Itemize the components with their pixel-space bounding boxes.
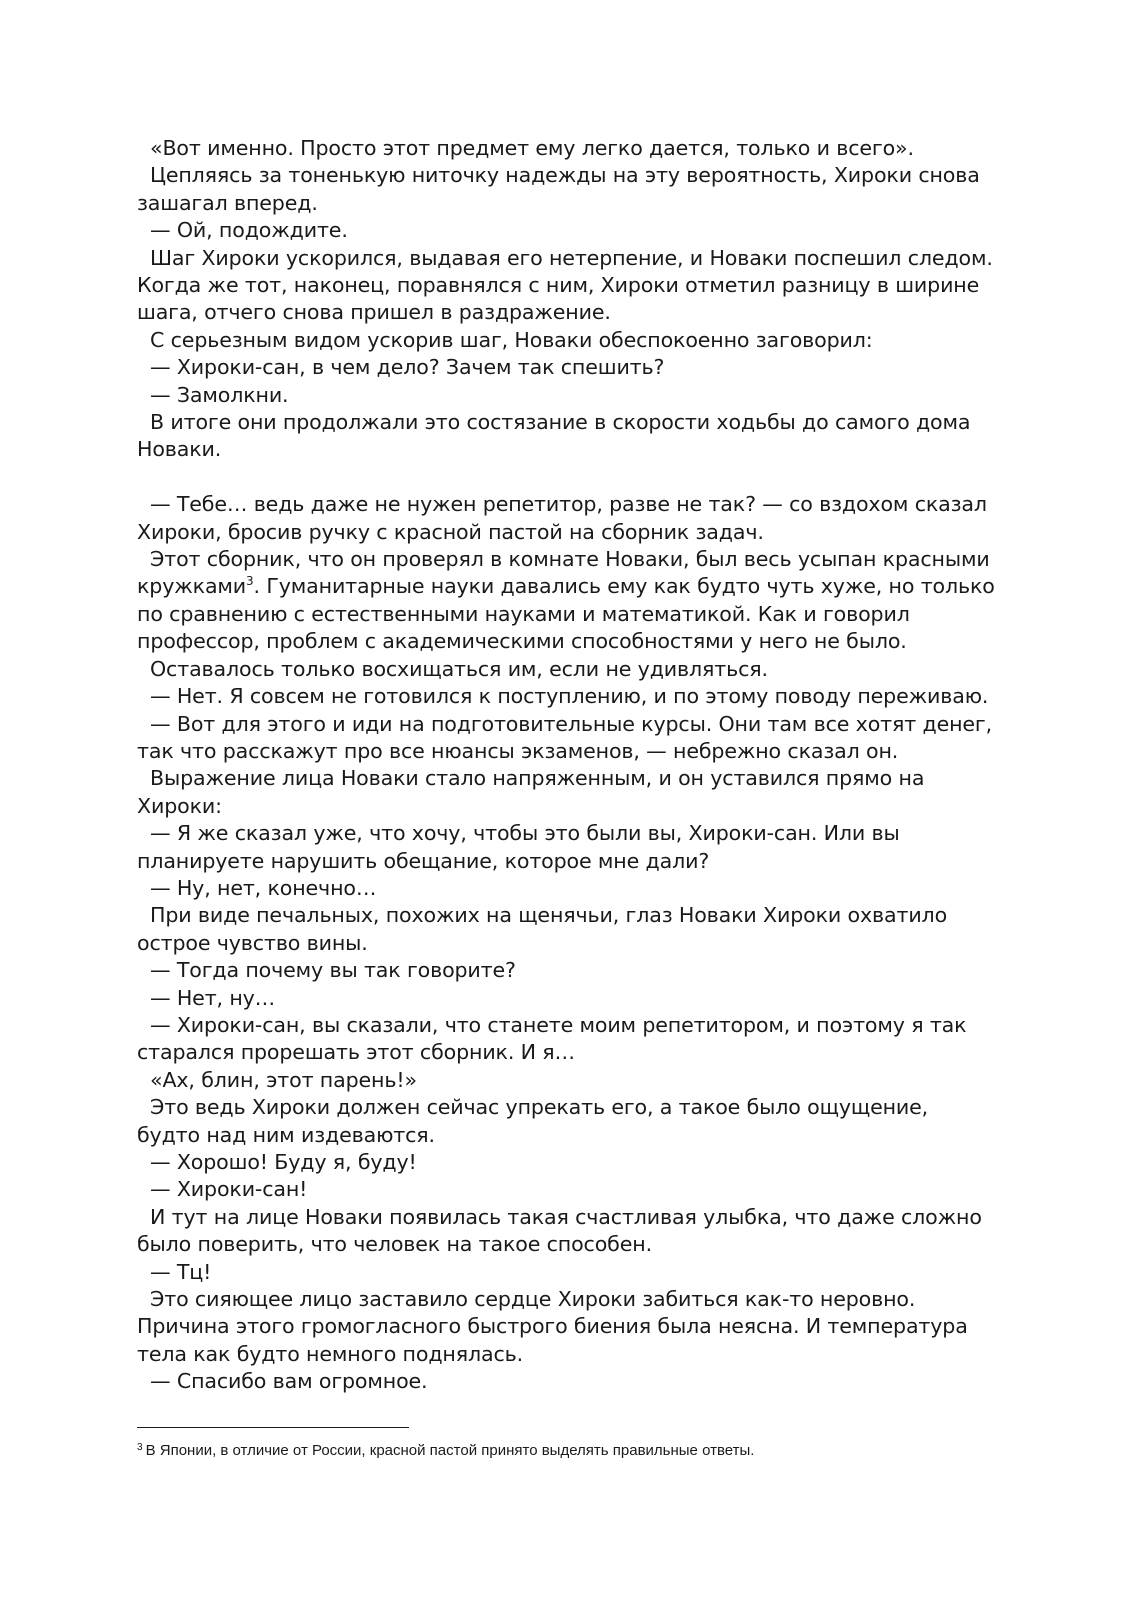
paragraph: — Тебе… ведь даже не нужен репетитор, разве не так? — со вздохом сказал Хироки, бросив ручку с красной пастой на сборник задач.: [137, 492, 987, 544]
paragraph-with-footnote-ref: [137, 546, 997, 656]
footnote-marker: 3: [137, 1442, 143, 1453]
paragraph: — Ну, нет, конечно…: [150, 875, 377, 900]
paragraph: — Я же сказал уже, что хочу, чтобы это были вы, Хироки-сан. Или вы планируете нарушить обещание, которое мне дали?: [137, 821, 900, 873]
paragraph: — Тогда почему вы так говорите?: [150, 958, 516, 983]
paragraph: — Тц!: [150, 1259, 212, 1284]
page-body-text: [137, 135, 997, 1396]
paragraph: Это ведь Хироки должен сейчас упрекать его, а такое было ощущение, будто над ним издеваются.: [137, 1095, 929, 1147]
paragraph: В итоге они продолжали это состязание в скорости ходьбы до самого дома Новаки.: [137, 410, 971, 462]
paragraph: Цепляясь за тоненькую ниточку надежды на эту вероятность, Хироки снова зашагал вперед.: [137, 163, 980, 215]
paragraph: — Замолкни.: [150, 382, 289, 407]
paragraph: «Ах, блин, этот парень!»: [150, 1067, 417, 1092]
paragraph: — Вот для этого и иди на подготовительные курсы. Они там все хотят денег, так что расскажут про все нюансы экзаменов, — небрежно сказал он.: [137, 711, 992, 763]
footnote-text: В Японии, в отличие от России, красной пастой принято выделять правильные ответы.: [145, 1442, 755, 1459]
paragraph: Оставалось только восхищаться им, если не удивляться.: [150, 656, 768, 681]
paragraph: — Нет. Я совсем не готовился к поступлению, и по этому поводу переживаю.: [150, 684, 989, 709]
paragraph: Шаг Хироки ускорился, выдавая его нетерпение, и Новаки поспешил следом. Когда же тот, наконец, поравнялся с ним, Хироки отметил разницу в ширине шага, отчего снова пришел в раздражение.: [137, 245, 993, 325]
paragraph: С серьезным видом ускорив шаг, Новаки обеспокоенно заговорил:: [150, 327, 873, 352]
paragraph: — Хироки-сан, в чем дело? Зачем так спешить?: [150, 355, 665, 380]
paragraph: Выражение лица Новаки стало напряженным, и он уставился прямо на Хироки:: [137, 766, 925, 818]
paragraph: — Ой, подождите.: [150, 218, 348, 243]
paragraph: Это сияющее лицо заставило сердце Хироки забиться как-то неровно. Причина этого громогласного быстрого биения была неясна. И температура тела как будто немного поднялась.: [137, 1287, 968, 1366]
footnote: [137, 1441, 997, 1461]
paragraph: «Вот именно. Просто этот предмет ему легко дается, только и всего».: [150, 136, 914, 160]
paragraph: — Хироки-сан!: [150, 1177, 308, 1202]
paragraph: — Хорошо! Буду я, буду!: [150, 1150, 417, 1175]
paragraph: И тут на лице Новаки появилась такая счастливая улыбка, что даже сложно было поверить, что человек на такое способен.: [137, 1204, 982, 1257]
paragraph-part: . Гуманитарные науки давались ему как будто чуть хуже, но только по сравнению с естественными науками и математикой. Как и говорил профессор, проблем с академическими способностями у него не было.: [137, 574, 995, 654]
section-break: [137, 464, 997, 491]
paragraph: — Хироки-сан, вы сказали, что станете моим репетитором, и поэтому я так старался прорешать этот сборник. И я…: [137, 1012, 967, 1065]
footnote-divider: [137, 1427, 409, 1428]
footnote-reference[interactable]: 3: [246, 574, 254, 589]
paragraph: При виде печальных, похожих на щенячьи, глаз Новаки Хироки охватило острое чувство вины.: [137, 903, 948, 955]
paragraph: — Спасибо вам огромное.: [150, 1369, 428, 1394]
paragraph-part: Этот сборник, что он проверял в комнате Новаки, был весь усыпан красными кружками: [137, 547, 990, 599]
paragraph: — Нет, ну…: [150, 985, 276, 1010]
